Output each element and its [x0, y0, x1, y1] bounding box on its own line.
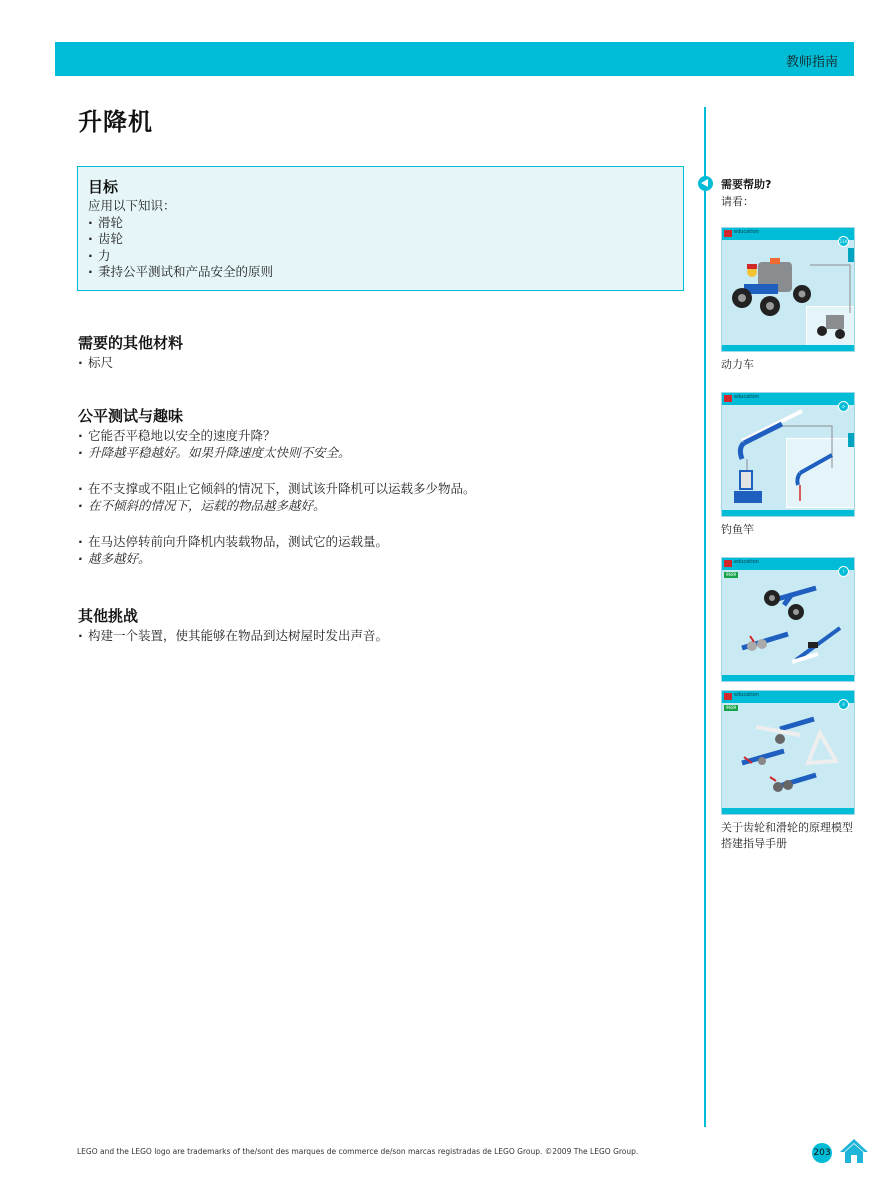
fair-test-section: [78, 405, 476, 567]
goal-title: 目标: [88, 178, 119, 196]
materials-section: [78, 332, 183, 371]
sidebar-divider: [704, 107, 706, 1127]
thumbnail-fishing-rod[interactable]: education ⟳: [721, 392, 855, 517]
fair-test-title: 公平测试与趣味: [78, 407, 184, 425]
help-title: 需要帮助?: [721, 178, 772, 191]
challenge-section: [78, 605, 388, 644]
fair-test-question: · 它能否平稳地以安全的速度升降？: [78, 427, 476, 444]
fair-test-question: · 在马达停转前向升降机内装载物品，测试它的运载量。: [78, 533, 476, 550]
step-badge: II: [838, 699, 849, 710]
header-label: 教师指南: [785, 55, 838, 70]
goal-list: [88, 215, 673, 281]
thumbnail-caption: 关于齿轮和滑轮的原理模型搭建指导手册: [721, 821, 853, 850]
set-tag: 9689: [726, 572, 737, 577]
step-badge: 11A: [838, 236, 849, 247]
arrow-left-circle-icon: [698, 176, 713, 191]
fishing-rod-model-icon: [722, 393, 855, 517]
set-tag: 9689: [726, 705, 737, 710]
thumbnail-caption: 动力车: [721, 358, 754, 371]
thumbnail-caption: 钓鱼竿: [721, 523, 754, 536]
goal-item: · 齿轮: [88, 231, 673, 248]
step-badge: ⟳: [838, 401, 849, 412]
fair-test-question: · 在不支撑或不阻止它倾斜的情况下，测试该升降机可以运载多少物品。: [78, 480, 476, 497]
page-number-badge: 203: [812, 1143, 832, 1163]
goal-item: · 滑轮: [88, 215, 673, 232]
thumbnail-power-car[interactable]: education 11A: [721, 227, 855, 352]
goal-intro: 应用以下知识：: [88, 198, 176, 213]
thumbnail-guide-2[interactable]: education 9689 II: [721, 690, 855, 815]
pulley-model-icon: [722, 691, 855, 815]
home-icon[interactable]: [839, 1138, 869, 1164]
goal-item: · 力: [88, 248, 673, 265]
materials-item: · 标尺: [78, 354, 183, 371]
help-subtitle: 请看：: [721, 195, 754, 208]
fair-test-answer: · 越多越好。: [78, 550, 476, 567]
page-title: 升降机: [78, 108, 153, 136]
materials-title: 需要的其他材料: [78, 334, 184, 352]
fair-test-answer: · 升降越平稳越好。如果升降速度太快则不安全。: [78, 444, 476, 461]
footer-legal: LEGO and the LEGO logo are trademarks of the/sont des marques de commerce de/son marcas registradas de LEGO Group. ©2009 The LEGO Group.: [77, 1147, 639, 1156]
challenge-item: · 构建一个装置，使其能够在物品到达树屋时发出声音。: [78, 627, 388, 644]
step-badge: I: [838, 566, 849, 577]
header-bar: [55, 42, 854, 76]
goal-item: · 秉持公平测试和产品安全的原则: [88, 264, 673, 281]
challenge-title: 其他挑战: [78, 607, 139, 625]
goal-box: [77, 166, 684, 291]
thumbnail-guide-1[interactable]: education 9689 I: [721, 557, 855, 682]
fair-test-answer: · 在不倾斜的情况下，运载的物品越多越好。: [78, 497, 476, 514]
gear-model-icon: [722, 558, 855, 682]
